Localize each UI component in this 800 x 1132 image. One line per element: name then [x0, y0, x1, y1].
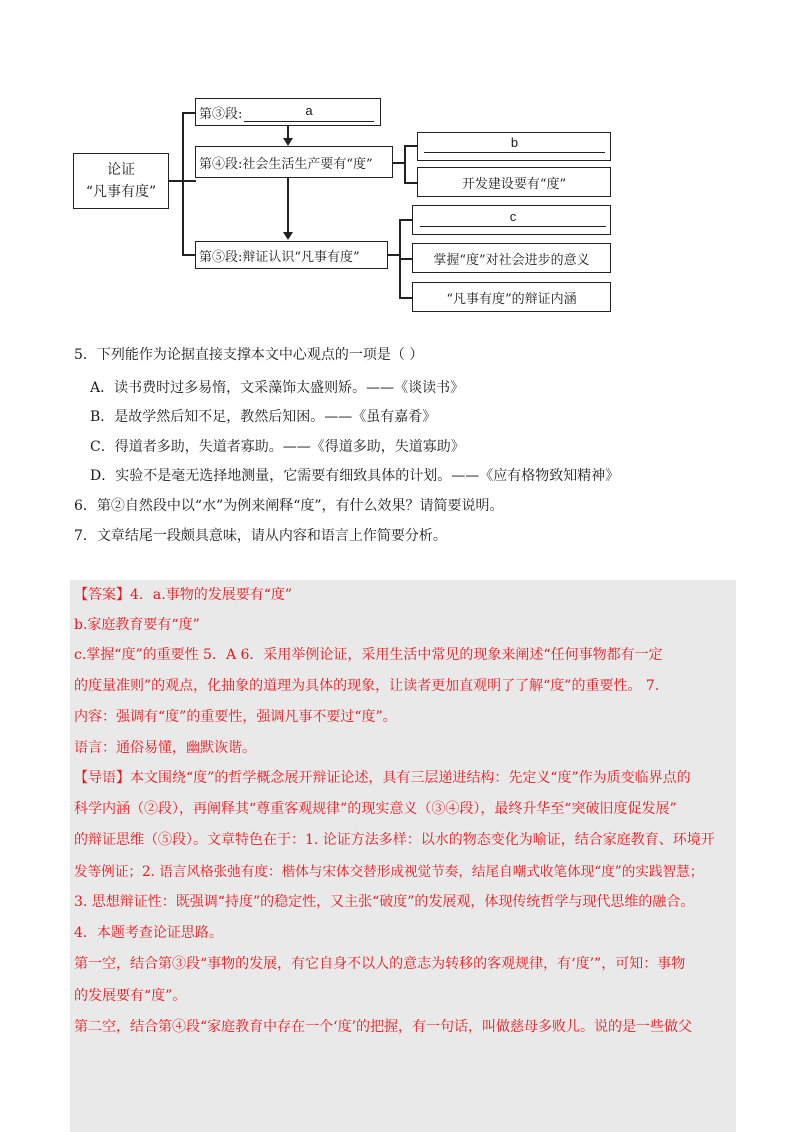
answer-line: 内容：强调有“度”的重要性，强调凡事不要过“度”。 [74, 709, 397, 725]
guide-line: 发等例证；2. 语言风格张弛有度：楷体与宋体交替形成视觉节奏，结尾自嘲式收笔体现“度”的实践智慧； [74, 864, 704, 880]
root-label: 论证 “凡事有度” [85, 162, 157, 200]
connector [169, 180, 183, 182]
connector [399, 258, 413, 260]
question-5: 5．下列能作为论据直接支撑本文中心观点的一项是（ ） [74, 347, 424, 363]
connector [182, 254, 196, 256]
connector [182, 112, 196, 114]
paragraph-4-box [195, 146, 393, 178]
arrow-head [283, 232, 293, 240]
option-b: B．是故学然后知不足，教然后知困。——《虽有嘉肴》 [90, 409, 437, 425]
guide-line: 科学内涵（②段），再阐释其“尊重客观规律”的现实意义（③④段），最终升华至“突破旧度促发展” [74, 801, 677, 817]
blank-c [420, 209, 606, 227]
guide-line: 【导语】本文围绕“度”的哲学概念展开辩证论述，具有三层递进结构：先定义“度”作为质变临界点的 [74, 770, 691, 786]
arrow-line [287, 178, 289, 234]
guide-line: 3. 思想辩证性：既强调“持度”的稳定性，又主张“破度”的发展观，体现传统哲学与现代思维的融合。 [74, 894, 695, 910]
arrow-head [283, 138, 293, 146]
grasp-box [412, 243, 611, 273]
paragraph-4-label: 第④段:社会生活生产要有“度” [199, 156, 373, 172]
answer-line: 【答案】4．a.事物的发展要有“度” [74, 587, 293, 603]
connector [404, 145, 406, 183]
guide-line: 的辩证思维（⑤段）。文章特色在于：1. 论证方法多样：以水的物态变化为喻证，结合家庭教育、环境开 [74, 832, 715, 848]
explanation-line: 第一空，结合第③段“事物的发展，有它自身不以人的意志为转移的客观规律，有‘度’”，可知：事物 [74, 956, 686, 972]
option-d: D．实验不是毫无选择地测量，它需要有细致具体的计划。——《应有格物致知精神》 [90, 468, 620, 484]
connector [182, 180, 196, 182]
paragraph-5-box [195, 241, 388, 269]
question-7: 7．文章结尾一段颇具意味，请从内容和语言上作简要分析。 [74, 528, 447, 544]
connector [399, 297, 413, 299]
blank-b [424, 135, 605, 153]
connector [399, 219, 413, 221]
development-label: 开发建设要有“度” [461, 176, 567, 192]
grasp-label: 掌握“度”对社会进步的意义 [433, 252, 590, 268]
paragraph-3-label: 第③段: [199, 106, 243, 122]
explanation-line: 的发展要有“度”。 [74, 988, 187, 1004]
answer-line: 语言：通俗易懂，幽默诙谐。 [74, 740, 256, 756]
connector [404, 145, 418, 147]
development-box [417, 167, 611, 197]
answer-line: 的度量准则”的观点，化抽象的道理为具体的现象，让读者更加直观明了了解“度”的重要性。 7． [74, 678, 669, 694]
explanation-line: 第二空，结合第④段“家庭教育中存在一个‘度’的把握，有一句话，叫做慈母多败儿。说的是一些做父 [74, 1019, 693, 1035]
option-c: C．得道者多助，失道者寡助。——《得道多助，失道寡助》 [90, 439, 465, 455]
question-6: 6．第②自然段中以“水”为例来阐释“度”，有什么效果？请简要说明。 [74, 498, 504, 514]
connector [404, 182, 418, 184]
blank-b-label: b [510, 135, 519, 150]
blank-a-label: a [305, 103, 313, 118]
blank-a [244, 103, 374, 122]
explanation-line: 4．本题考查论证思路。 [74, 925, 223, 941]
connector [182, 112, 184, 255]
blank-c-label: c [509, 209, 517, 224]
option-a: A．读书费时过多易惰，文采藻饰太盛则矫。——《谈读书》 [90, 380, 465, 396]
root-box [73, 153, 169, 209]
answer-line: c.掌握“度”的重要性 5．A 6．采用举例论证，采用生活中常见的现象来阐述“任何事物都有一定 [74, 647, 663, 663]
answer-line: b.家庭教育要有“度” [74, 617, 200, 633]
connotation-box [412, 282, 611, 312]
paragraph-5-label: 第⑤段:辩证认识“凡事有度” [199, 249, 360, 265]
connotation-label: “凡事有度”的辩证内涵 [446, 291, 577, 307]
